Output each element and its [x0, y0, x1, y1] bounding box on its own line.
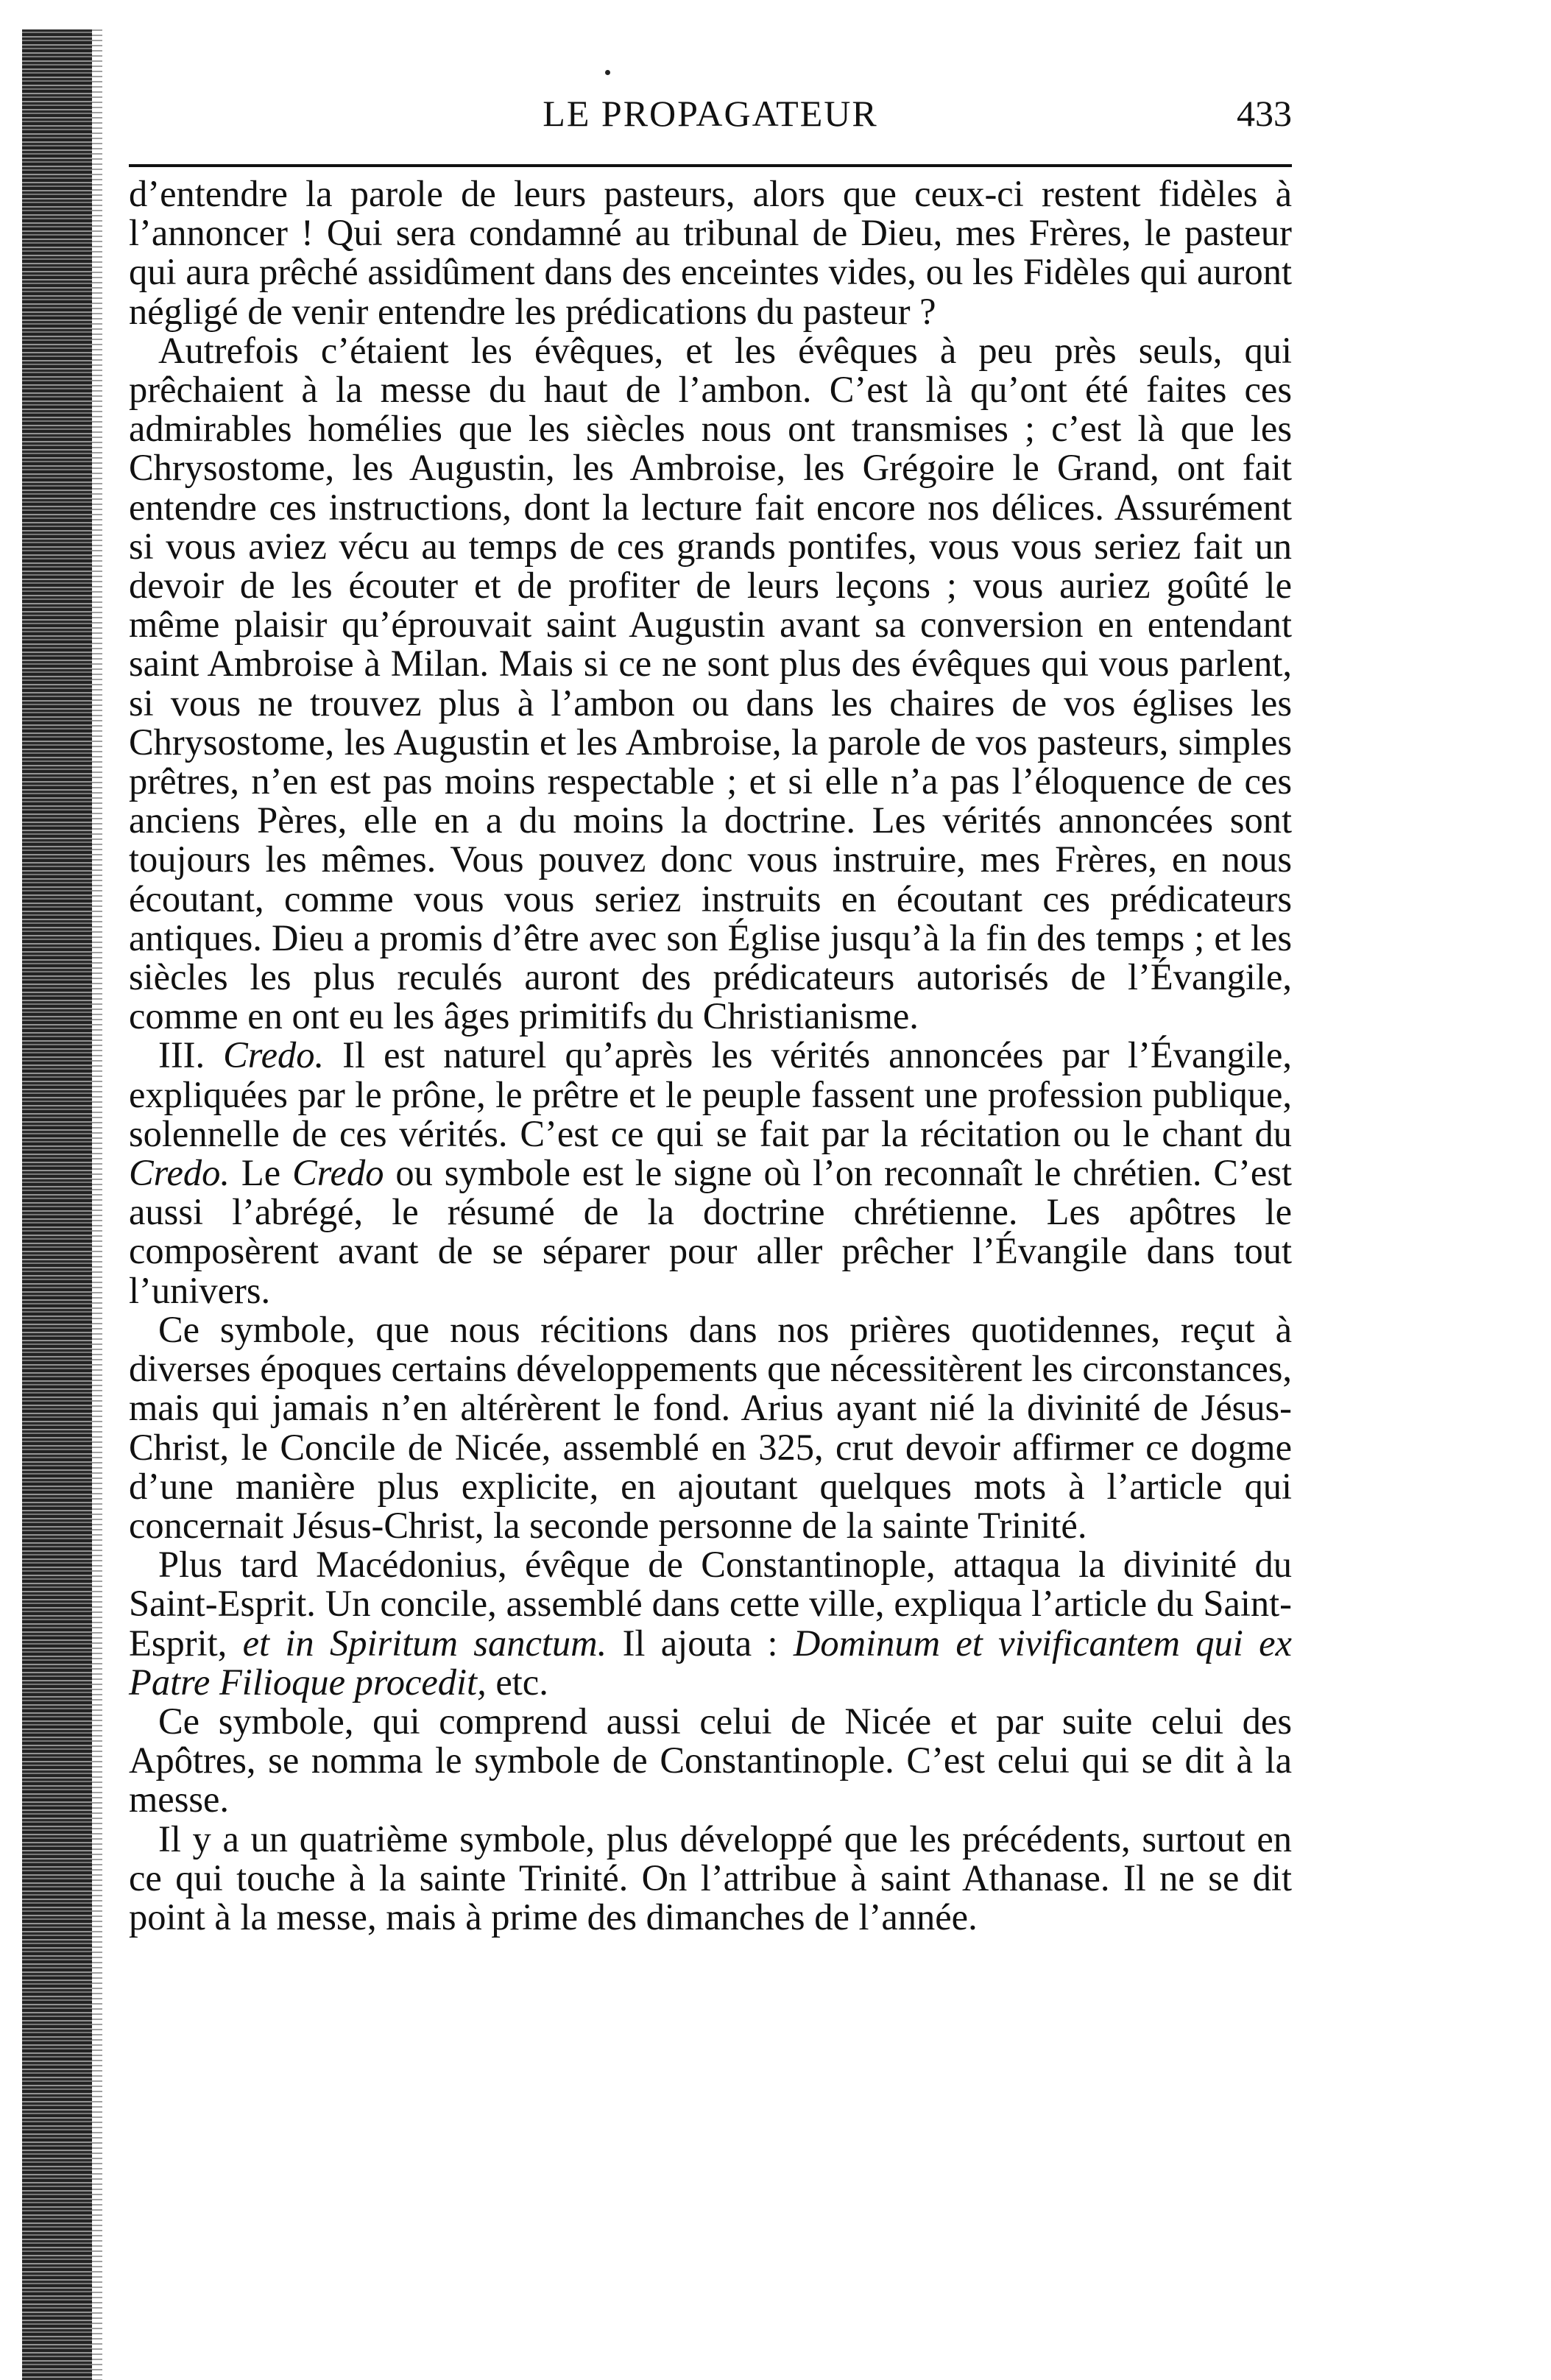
text-run: Il est naturel qu’après les vérités annoncées par l’Évangile, expliquées par le prône, le prêtre et le peuple fassent une profession publique, solennelle de ces vérités. C’est ce qui se fait par la récitation ou le chant du	[129, 1034, 1292, 1154]
text-run: Autrefois c’étaient les évêques, et les évêques à peu près seuls, qui prêchaient à la messe du haut de l’ambon. C’est là qu’ont été faites ces admirables homélies que les siècles nous ont transmises ; c’est là que les Chrysostome, les Augustin, les Ambroise, les Grégoire le Grand, ont fait entendre ces instructions, dont la lecture fait encore nos délices. Assurément si vous aviez vécu au temps de ces grands pontifes, vous vous seriez fait un devoir de les écouter et de profiter de leurs leçons ; vous auriez goûté le même plaisir qu’éprouvait saint Augustin avant sa conversion en entendant saint Ambroise à Milan. Mais si ce ne sont plus des évêques qui vous parlent, si vous ne trouvez plus à l’ambon ou dans les chaires de vos églises les Chrysostome, les Augustin et les Ambroise, la parole de vos pasteurs, simples prêtres, n’en est pas moins respectable ; et si elle n’a pas l’éloquence de ces anciens Pères, elle en a du moins la doctrine. Les vérités annoncées sont toujours les mêmes. Vous pouvez donc vous instruire, mes Frères, en nous écoutant, comme vous vous seriez instruits en écoutant ces prédicateurs antiques. Dieu a promis d’être avec son Église jusqu’à la fin des temps ; et les siècles les plus reculés auront des prédicateurs autorisés de l’Évangile, comme en ont eu les âges primitifs du Christianisme.	[129, 329, 1292, 1037]
italic-text: et in Spiritum sanctum.	[242, 1622, 607, 1664]
header-rule	[129, 164, 1292, 167]
text-run: ou symbole est le signe où l’on reconnaît le chrétien. C’est aussi l’abrégé, le résumé de la doctrine chrétienne. Les apôtres le composèrent avant de se séparer pour aller prêcher l’Évangile dans tout l’univers.	[129, 1152, 1292, 1311]
paragraph	[129, 331, 1292, 1037]
text-run: Il y a un quatrième symbole, plus développé que les précédents, surtout en ce qui touche à la sainte Trinité. On l’attribue à saint Athanase. Il ne se dit point à la messe, mais à prime des dimanches de l’année.	[129, 1818, 1292, 1938]
text-run: Le	[230, 1152, 293, 1194]
italic-text: Credo	[292, 1152, 384, 1194]
paragraph	[129, 1036, 1292, 1310]
text-run: d’entendre la parole de leurs pasteurs, alors que ceux-ci restent fidèles à l’annoncer ! Qui sera condamné au tribunal de Dieu, mes Frères, le pasteur qui aura prêché assidûment dans des enceintes vides, ou les Fidèles qui auront négligé de venir entendre les prédications du pasteur ?	[129, 173, 1292, 332]
paragraph	[129, 1702, 1292, 1820]
text-run: Il ajouta :	[607, 1622, 794, 1664]
text-run: Ce symbole, qui comprend aussi celui de Nicée et par suite celui des Apôtres, se nomma le symbole de Constantinople. C’est celui qui se dit à la messe.	[129, 1700, 1292, 1821]
text-run: III.	[158, 1034, 224, 1076]
running-title: LE PROPAGATEUR	[543, 93, 878, 134]
italic-text: Credo.	[223, 1034, 325, 1076]
paragraph	[129, 1310, 1292, 1545]
body-text	[129, 174, 1292, 1937]
book-page	[129, 70, 1292, 1937]
paragraph	[129, 1545, 1292, 1702]
italic-text: Credo.	[129, 1152, 230, 1194]
page-number: 433	[1237, 93, 1292, 134]
book-binding-edge	[22, 29, 92, 2380]
italic-text: Dominum et vivificantem qui ex Patre Filioque procedit,	[129, 1622, 1292, 1703]
text-run: etc.	[486, 1661, 548, 1703]
paragraph	[129, 174, 1292, 331]
paragraph	[129, 1820, 1292, 1938]
text-run: Ce symbole, que nous récitions dans nos prières quotidennes, reçut à diverses époques certains développements que nécessitèrent les circonstances, mais qui jamais n’en altérèrent le fond. Arius ayant nié la divinité de Jésus-Christ, le Concile de Nicée, assemblé en 325, crut devoir affirmer ce dogme d’une manière plus explicite, en ajoutant quelques mots à l’article qui concernait Jésus-Christ, la seconde personne de la sainte Trinité.	[129, 1308, 1292, 1546]
page-header	[129, 70, 1292, 158]
text-run: Plus tard Macédonius, évêque de Constantinople, attaqua la divinité du Saint-Esprit. Un concile, assemblé dans cette ville, expliqua l’article du Saint-Esprit,	[129, 1544, 1292, 1664]
